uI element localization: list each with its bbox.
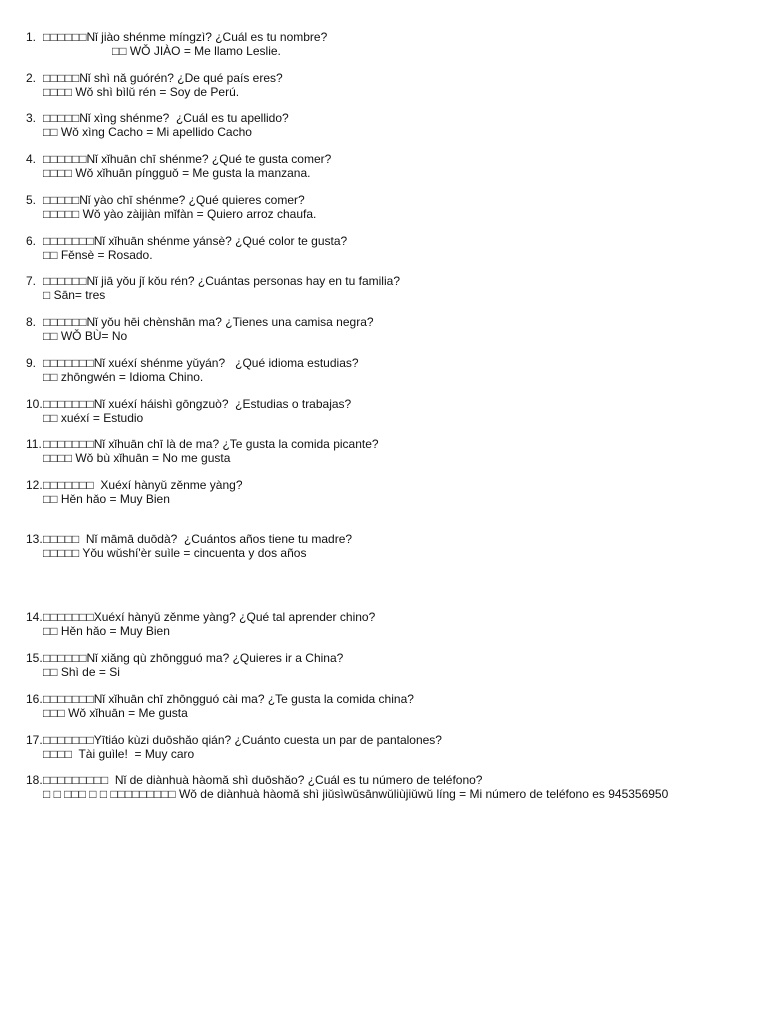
list-item	[26, 234, 761, 262]
answer-text: □□□□ Wǒ shì bìlǔ rén = Soy de Perú.	[43, 85, 240, 99]
list-item	[26, 692, 761, 720]
list-item	[26, 733, 761, 761]
item-number: 3.	[26, 111, 37, 125]
answer-text: □ □ □□□ □ □ □□□□□□□□□ Wǒ de diànhuà hàomǎ shì jiǔsìwǔsānwǔliùjiǔwǔ líng = Mi número de teléfono es 945356950	[43, 787, 669, 801]
question-text: □□□□□□Nǐ yǒu hēi chènshān ma? ¿Tienes una camisa negra?	[43, 315, 374, 329]
item-number: 11.	[26, 437, 42, 451]
list-item	[26, 356, 761, 384]
question-text: □□□□□ Nǐ māmā duōdà? ¿Cuántos años tiene tu madre?	[43, 532, 353, 546]
list-item	[26, 532, 761, 560]
item-number: 14.	[26, 610, 43, 624]
answer-text: □□ WǑ BÙ= No	[43, 329, 128, 343]
item-number: 17.	[26, 733, 43, 747]
list-item	[26, 152, 761, 180]
item-number: 10.	[26, 397, 43, 411]
answer-text: □□ WǑ JIÀO = Me llamo Leslie.	[112, 44, 281, 58]
list-item	[26, 478, 761, 506]
list-item	[26, 610, 761, 638]
item-number: 1.	[26, 30, 37, 44]
list-item	[26, 111, 761, 139]
list-item	[26, 315, 761, 343]
answer-text: □ Sān= tres	[43, 288, 106, 302]
answer-text: □□ Hěn hǎo = Muy Bien	[43, 624, 170, 638]
question-text: □□□□□□Nǐ xiǎng qù zhōngguó ma? ¿Quieres ir a China?	[43, 651, 344, 665]
answer-text: □□□□ Wǒ bù xǐhuān = No me gusta	[43, 451, 231, 465]
item-number: 7.	[26, 274, 37, 288]
item-number: 2.	[26, 71, 37, 85]
question-text: □□□□□□□Nǐ xuéxí háishì gōngzuò? ¿Estudias o trabajas?	[43, 397, 352, 411]
answer-text: □□ zhōngwén = Idioma Chino.	[43, 370, 204, 384]
list-item	[26, 397, 761, 425]
item-number: 13.	[26, 532, 43, 546]
question-text: □□□□□□□Nǐ xǐhuān chī zhōngguó cài ma? ¿Te gusta la comida china?	[43, 692, 414, 706]
question-text: □□□□□□Nǐ jiào shénme míngzì? ¿Cuál es tu nombre?	[43, 30, 328, 44]
list-item	[26, 651, 761, 679]
answer-text: □□□□ Tài guìle! = Muy caro	[43, 747, 195, 761]
answer-text: □□ xuéxí = Estudio	[43, 411, 144, 425]
item-number: 5.	[26, 193, 37, 207]
item-number: 18.	[26, 773, 43, 787]
question-text: □□□□□□□Nǐ xǐhuān shénme yánsè? ¿Qué color te gusta?	[43, 234, 348, 248]
list-item	[26, 773, 761, 801]
question-text: □□□□□□□Nǐ xǐhuān chī là de ma? ¿Te gusta la comida picante?	[43, 437, 379, 451]
item-number: 16.	[26, 692, 43, 706]
list-item	[26, 437, 761, 465]
item-number: 8.	[26, 315, 37, 329]
list-item	[26, 71, 761, 99]
list-item	[26, 30, 761, 58]
question-text: □□□□□□Nǐ jiā yǒu jǐ kǒu rén? ¿Cuántas personas hay en tu familia?	[43, 274, 400, 288]
question-text: □□□□□Nǐ shì nǎ guórén? ¿De qué país eres?	[43, 71, 283, 85]
question-text: □□□□□Nǐ yào chī shénme? ¿Qué quieres comer?	[43, 193, 305, 207]
answer-text: □□□ Wǒ xǐhuān = Me gusta	[43, 706, 188, 720]
question-text: □□□□□□□Yītiáo kùzi duōshǎo qián? ¿Cuánto cuesta un par de pantalones?	[43, 733, 442, 747]
question-text: □□□□□Nǐ xìng shénme? ¿Cuál es tu apellido?	[43, 111, 289, 125]
answer-text: □□□□□ Yǒu wǔshí'èr suìle = cincuenta y dos años	[43, 546, 307, 560]
answer-text: □□□□□ Wǒ yào zàijiàn mǐfàn = Quiero arroz chaufa.	[43, 207, 317, 221]
question-text: □□□□□□□ Xuéxí hànyǔ zěnme yàng?	[43, 478, 243, 492]
item-number: 6.	[26, 234, 37, 248]
item-number: 4.	[26, 152, 37, 166]
item-number: 12.	[26, 478, 43, 492]
question-text: □□□□□□□Xuéxí hànyǔ zěnme yàng? ¿Qué tal aprender chino?	[43, 610, 376, 624]
question-text: □□□□□□□□□ Nǐ de diànhuà hàomǎ shì duōshǎo? ¿Cuál es tu número de teléfono?	[43, 773, 483, 787]
answer-text: □□ Hěn hǎo = Muy Bien	[43, 492, 170, 506]
answer-text: □□ Wǒ xìng Cacho = Mi apellido Cacho	[43, 125, 252, 139]
answer-text: □□ Fěnsè = Rosado.	[43, 248, 153, 262]
question-text: □□□□□□□Nǐ xuéxí shénme yǔyán? ¿Qué idioma estudias?	[43, 356, 359, 370]
list-item	[26, 193, 761, 221]
item-number: 15.	[26, 651, 43, 665]
item-number: 9.	[26, 356, 37, 370]
answer-text: □□ Shì de = Si	[43, 665, 120, 679]
question-text: □□□□□□Nǐ xǐhuān chī shénme? ¿Qué te gusta comer?	[43, 152, 332, 166]
answer-text: □□□□ Wǒ xǐhuān píngguǒ = Me gusta la manzana.	[43, 166, 311, 180]
list-item	[26, 274, 761, 302]
